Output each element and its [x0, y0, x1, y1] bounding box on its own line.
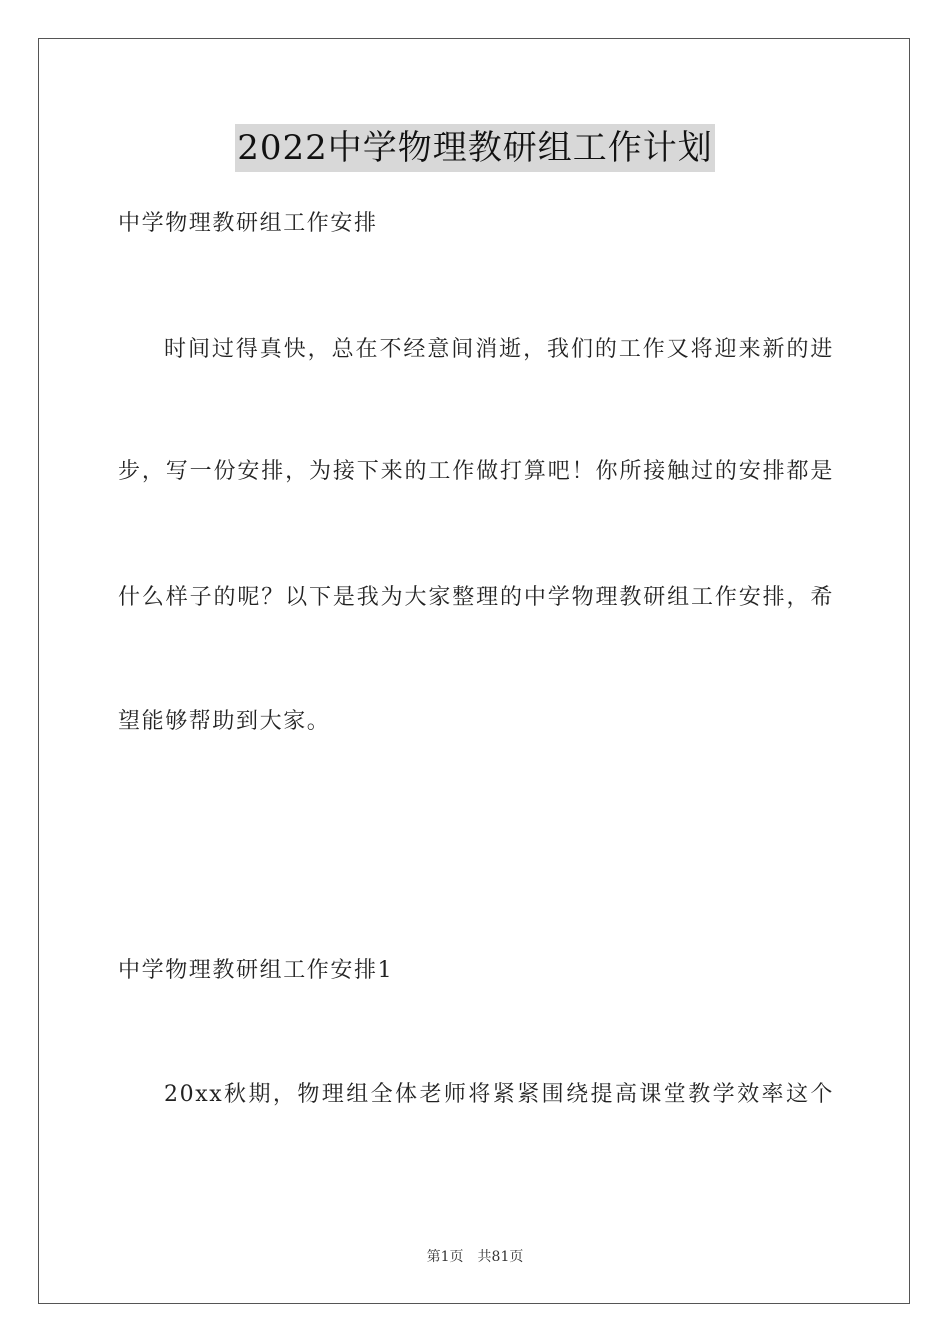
paragraph-line: 步，写一份安排，为接下来的工作做打算吧！你所接触过的安排都是 — [118, 459, 834, 484]
page-total: 共81页 — [477, 1249, 524, 1265]
page-footer — [0, 1247, 950, 1267]
page-number: 第1页 — [426, 1249, 464, 1265]
paragraph-line: 20xx秋期，物理组全体老师将紧紧围绕提高课堂教学效率这个 — [164, 1082, 834, 1107]
paragraph-line: 时间过得真快，总在不经意间消逝，我们的工作又将迎来新的进 — [164, 337, 834, 362]
paragraph-line: 望能够帮助到大家。 — [118, 709, 331, 734]
section-heading: 中学物理教研组工作安排 — [118, 211, 378, 236]
paragraph-line: 什么样子的呢？以下是我为大家整理的中学物理教研组工作安排，希 — [118, 585, 834, 610]
document-title: 2022中学物理教研组工作计划 — [235, 124, 715, 172]
section-heading: 中学物理教研组工作安排1 — [118, 958, 394, 983]
title-container — [0, 124, 950, 172]
